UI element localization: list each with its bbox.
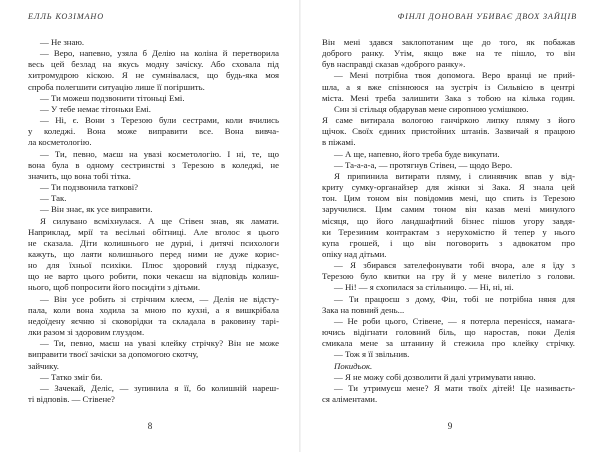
text-line: купа грошей, і що він поговорить з адвокатом про <box>322 237 575 248</box>
text-line: Він мені здався заклопотаним ще до того, як побажав <box>322 37 575 47</box>
page-number-left: 8 <box>147 421 153 431</box>
text-line: Покидьок. <box>334 360 373 371</box>
text-line: що не варто цього робити, поки чекаєш на відповідь колиш- <box>28 271 279 282</box>
text-line: — Ти можеш подзвонити тітоньці Емі. <box>40 92 185 103</box>
text-line: опіку над дітьми. <box>322 248 387 259</box>
text-line: Син зі стільця обдарував мене сиропною усмішкою. <box>334 103 529 114</box>
page-number-right: 9 <box>447 421 453 431</box>
running-head-author: ЕЛЛЬ КОЗІМАНО <box>28 12 105 21</box>
text-line: був насправді сказав «доброго ранку». <box>322 59 466 70</box>
text-line: значить, що вона тобі тітка. <box>28 170 131 181</box>
text-line: — Ти, певно, маєш на увазі косметологію. І ні, те, що <box>40 148 279 159</box>
text-line: ючись відігнати головний біль, що наростав, поки Делія <box>322 327 575 338</box>
text-line: — Ти подзвонила таткові? <box>40 182 139 193</box>
text-line: криту сумку-органайзер для жінки зі Зака. Я знала цей <box>322 182 575 193</box>
text-line: тон. Цим тоном він повідомив мені, що спить із Терезою <box>322 193 575 204</box>
text-line: — А ще, напевно, його треба буде викупати. <box>334 148 500 159</box>
text-line: — Ні! — я схопилася за стільницю. — Ні, ні, ні. <box>334 282 514 293</box>
text-line: нього, щоб попросити його посидіти з дітьми. <box>28 282 201 293</box>
text-line: — Татко зміг би. <box>40 371 103 382</box>
text-line: шла, а я вже спізнююся на зустріч із Сильвією в центрі <box>322 81 575 92</box>
text-line: заручилися. Цим самим тоном він казав мені минулого <box>322 204 575 215</box>
text-line: — Веро, напевно, узяла б Делію на коліна й перетворила <box>40 48 279 59</box>
text-line: лки разом зі здоровим глуздом. <box>28 327 145 338</box>
text-line: — Ні, є. Вони з Терезою були сестрами, коли вчились <box>40 115 279 126</box>
text-line: но для їхньої психіки. Плюс здоровий глузд підказує, <box>28 260 279 271</box>
text-line: — У тебе немає тітоньки Емі. <box>40 103 151 114</box>
text-line: — Та-а-а-а, — протягнув Стівен, — щодо Веро. <box>334 159 513 170</box>
text-line: Я саме витирала вологою ганчіркою липку пляму з його <box>322 115 575 126</box>
text-line: весь цей безлад на якусь модну зачіску. Або сховала під <box>28 59 279 70</box>
text-line: у коледжі. Вона може виправити все. Вона вивча- <box>28 126 279 137</box>
text-line: в піжамі. <box>322 137 356 148</box>
text-line: Я силувано всміхнулася. А ще Стівен знав, як ламати. <box>40 215 279 226</box>
text-line: — Він знає, як усе виправити. <box>40 204 153 215</box>
text-line: — Ти, певно, маєш на увазі клейку стрічку? Він не може <box>40 338 279 349</box>
text-line: не сказала. Діти колишнього не дурні, і дитячі психологи <box>28 237 279 248</box>
text-line: — Ти працюєш з дому, Фін, тобі не потрібна няня для <box>334 293 575 304</box>
text-line: ся аліментами. <box>322 394 378 404</box>
text-line: — Зачекай, Деліс, — зупинила я її, бо колишній нареш- <box>40 382 279 393</box>
text-line: зайчику. <box>28 360 59 371</box>
right-page-body <box>322 37 575 405</box>
text-line: — Ти утримуєш мене? Я мати твоїх дітей! Це називаєть- <box>334 382 575 393</box>
text-line: Я припинила витирати пляму, і слинявчик впав у від- <box>334 170 575 181</box>
text-line: місяця, що його ландшафтний бізнес пішов угору завдя- <box>322 215 575 226</box>
text-line: — Я не можу собі дозволити й далі утримувати няню. <box>334 371 536 382</box>
text-line: вона була в одному сестринстві з Терезою в коледжі, не <box>28 159 279 170</box>
running-head-title: ФІНЛІ ДОНОВАН УБИВАЄ ДВОХ ЗАЙЦІВ <box>397 12 577 21</box>
text-line: Зака на повний день... <box>322 304 405 315</box>
text-line: ки Терезиним контрактам з нерухомістю й тепер у нього <box>322 226 575 237</box>
left-page-body <box>28 37 279 405</box>
text-line: міста. Мені треба залишити Зака з тобою на кілька годин. <box>322 92 575 103</box>
text-line: Терезою було квитки на гру й у мене вилетіло з голови. <box>322 271 575 282</box>
text-line: — Так. <box>40 193 67 204</box>
text-line: — Не роби цього, Стівене, — я потерла перенісся, намага- <box>334 315 575 326</box>
text-line: — Не знаю. <box>40 37 85 47</box>
text-line: спроба полегшити ситуацію лише її погіршить. <box>28 81 205 92</box>
text-line: — Я збирався зателефонувати тобі вчора, але я їду з <box>334 260 575 271</box>
right-page <box>300 0 600 452</box>
text-line: смикала мене за штанину й стежила про клейку стрічку. <box>322 338 575 349</box>
text-line: недоїдену яєчню зі сковорідки та складала в раковину тарі- <box>28 315 279 326</box>
text-line: — Він усе робить зі стрічним клеєм, — Делія не відсту- <box>40 293 279 304</box>
text-line: ті відповів. — Стівене? <box>28 394 115 404</box>
text-line: кажуть, що лаяти колишнього перед ними не дуже корис- <box>28 248 279 259</box>
text-line: виправити твоєї зачіски за допомогою скотчу, <box>28 349 199 360</box>
text-line: пала, коли вона ходила за мною по кухні, а я вишкрібала <box>28 304 279 315</box>
text-line: — Тож я її звільнив. <box>334 349 410 360</box>
text-line: ла косметологію. <box>28 137 92 148</box>
text-line: хитромудрою кіскою. Я не сумнівалася, що будь-яка моя <box>28 70 279 81</box>
text-line: — Мені потрібна твоя допомога. Веро вранці не прий- <box>334 70 575 81</box>
text-line: Наприклад, мрії та весільні обітниці. Але вголос я цього <box>28 226 279 237</box>
text-line: щічок. Своїх єдиних пристойних штанів. Зазвичай я працюю <box>322 126 575 137</box>
text-line: доброго ранку. Утім, якщо вже на те пішло, то він <box>322 48 575 59</box>
